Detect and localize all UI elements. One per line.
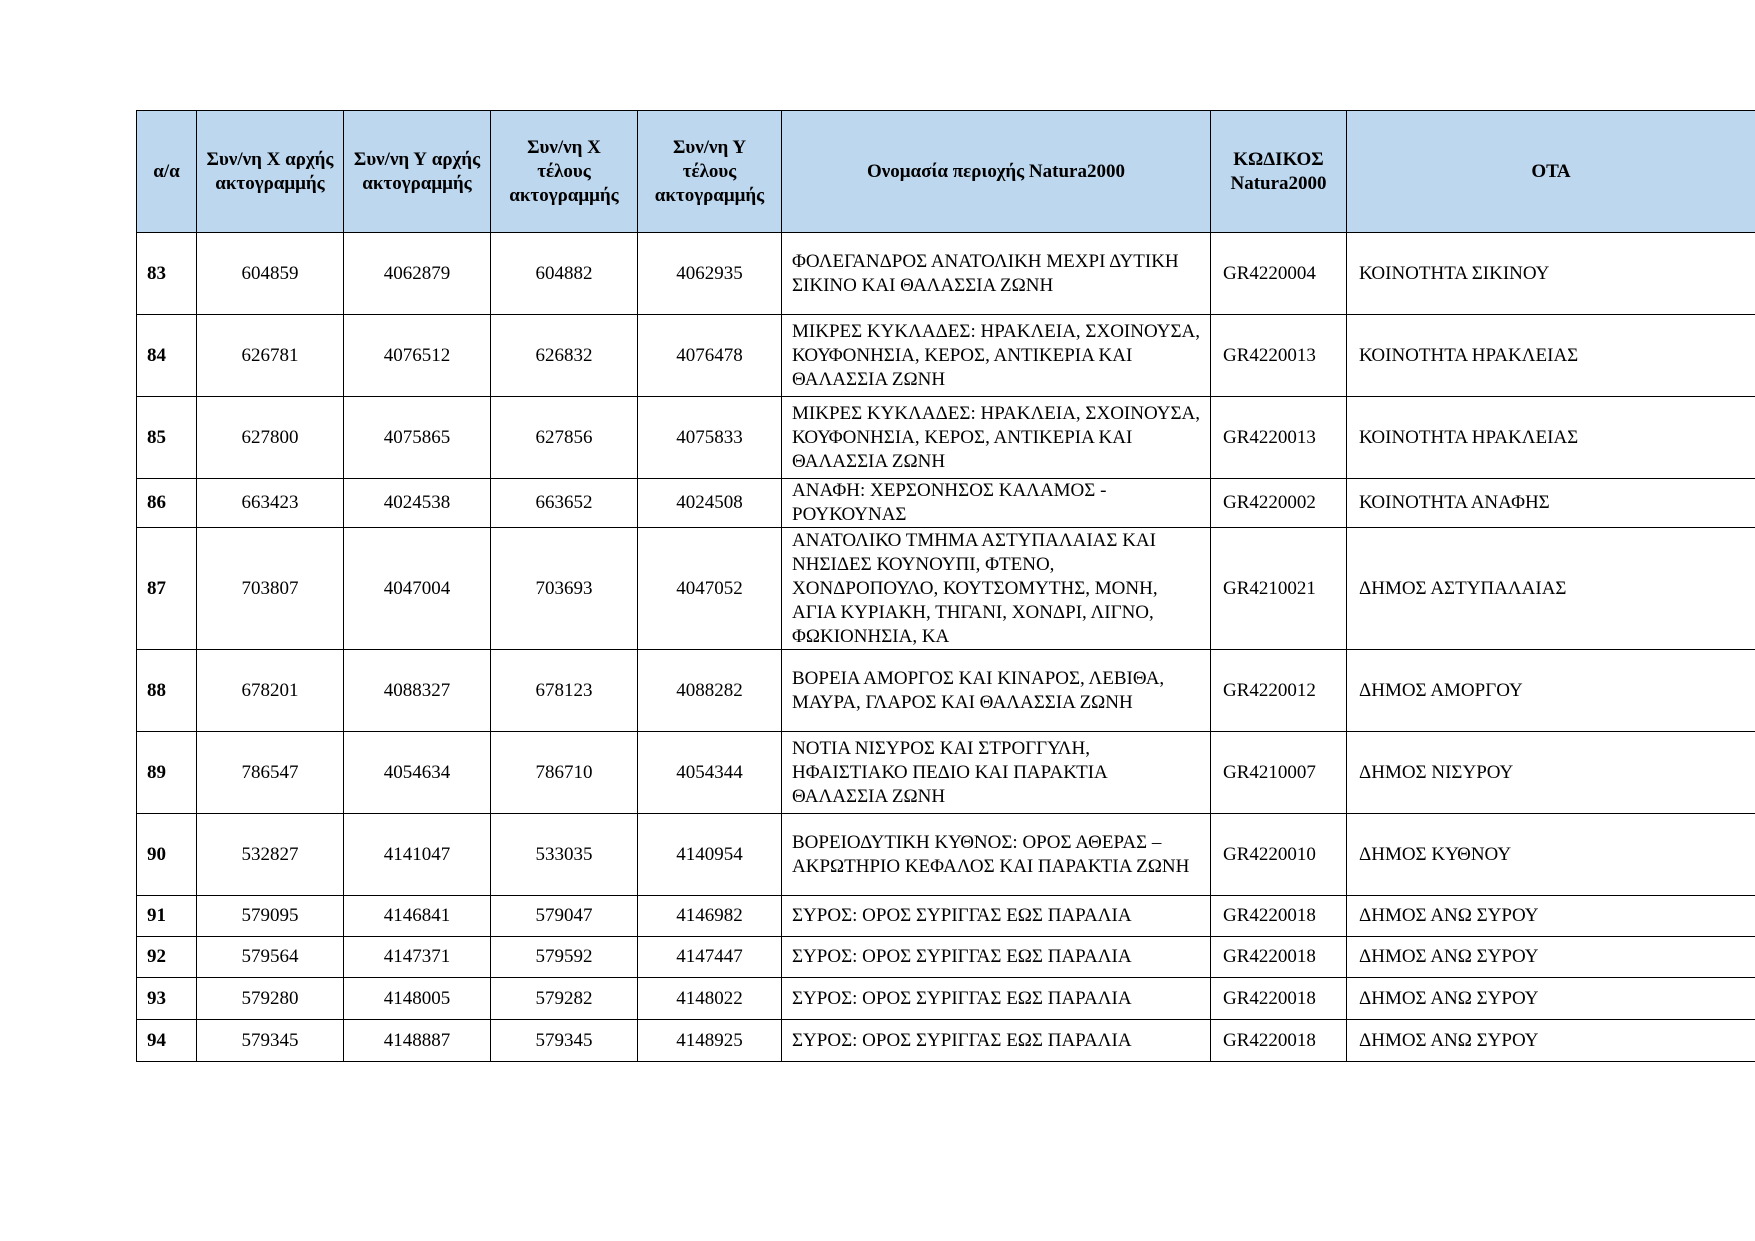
x-start-cell: 579280 — [197, 978, 344, 1020]
ota-name-cell: ΚΟΙΝΟΤΗΤΑ ΗΡΑΚΛΕΙΑΣ — [1347, 397, 1755, 479]
y-start-cell: 4088327 — [344, 650, 491, 732]
ota-name-cell: ΚΟΙΝΟΤΗΤΑ ΣΙΚΙΝΟΥ — [1347, 233, 1755, 315]
area-name-cell: ΑΝΑΤΟΛΙΚΟ ΤΜΗΜΑ ΑΣΤΥΠΑΛΑΙΑΣ ΚΑΙ ΝΗΣΙΔΕΣ ΚΟΥΝΟΥΠΙ, ΦΤΕΝΟ, ΧΟΝΔΡΟΠΟΥΛΟ, ΚΟΥΤΣΟΜΥΤΗΣ, ΜΟΝΗ, ΑΓΙΑ ΚΥΡΙΑΚΗ, ΤΗΓΑΝΙ, ΧΟΝΔΡΙ, ΛΙΓΝΟ, ΦΩΚΙΟΝΗΣΙΑ, ΚΑ — [782, 528, 1211, 650]
ota-name-cell: ΔΗΜΟΣ ΝΙΣΥΡΟΥ — [1347, 732, 1755, 814]
natura-coastline-table — [136, 110, 1755, 1062]
area-name-cell: ΜΙΚΡΕΣ ΚΥΚΛΑΔΕΣ: ΗΡΑΚΛΕΙΑ, ΣΧΟΙΝΟΥΣΑ, ΚΟΥΦΟΝΗΣΙΑ, ΚΕΡΟΣ, ΑΝΤΙΚΕΡΙΑ ΚΑΙ ΘΑΛΑΣΣΙΑ ΖΩΝΗ — [782, 315, 1211, 397]
ota-name-cell: ΔΗΜΟΣ ΑΣΤΥΠΑΛΑΙΑΣ — [1347, 528, 1755, 650]
x-end-cell: 786710 — [491, 732, 638, 814]
area-name-cell: ΦΟΛΕΓΑΝΔΡΟΣ ΑΝΑΤΟΛΙΚΗ ΜΕΧΡΙ ΔΥΤΙΚΗ ΣΙΚΙΝΟ ΚΑΙ ΘΑΛΑΣΣΙΑ ΖΩΝΗ — [782, 233, 1211, 315]
x-end-cell: 626832 — [491, 315, 638, 397]
x-start-cell: 532827 — [197, 814, 344, 896]
natura-code-cell: GR4220010 — [1211, 814, 1347, 896]
area-name-cell: ΒΟΡΕΙΟΔΥΤΙΚΗ ΚΥΘΝΟΣ: ΟΡΟΣ ΑΘΕΡΑΣ – ΑΚΡΩΤΗΡΙΟ ΚΕΦΑΛΟΣ ΚΑΙ ΠΑΡΑΚΤΙΑ ΖΩΝΗ — [782, 814, 1211, 896]
header-y-start: Συν/νη Υ αρχής ακτογραμμής — [344, 111, 491, 233]
table-row — [137, 814, 1755, 896]
y-end-cell: 4148022 — [638, 978, 782, 1020]
row-index-cell: 84 — [137, 315, 197, 397]
ota-name-cell: ΔΗΜΟΣ ΑΝΩ ΣΥΡΟΥ — [1347, 978, 1755, 1020]
ota-name-cell: ΔΗΜΟΣ ΑΝΩ ΣΥΡΟΥ — [1347, 937, 1755, 978]
y-start-cell: 4024538 — [344, 479, 491, 528]
row-index-cell: 93 — [137, 978, 197, 1020]
row-index-cell: 92 — [137, 937, 197, 978]
y-end-cell: 4075833 — [638, 397, 782, 479]
x-start-cell: 579095 — [197, 896, 344, 937]
area-name-cell: ΝΟΤΙΑ ΝΙΣΥΡΟΣ ΚΑΙ ΣΤΡΟΓΓΥΛΗ, ΗΦΑΙΣΤΙΑΚΟ ΠΕΔΙΟ ΚΑΙ ΠΑΡΑΚΤΙΑ ΘΑΛΑΣΣΙΑ ΖΩΝΗ — [782, 732, 1211, 814]
natura-code-cell: GR4220018 — [1211, 1020, 1347, 1062]
table-row — [137, 233, 1755, 315]
y-end-cell: 4088282 — [638, 650, 782, 732]
area-name-cell: ΣΥΡΟΣ: ΟΡΟΣ ΣΥΡΙΓΓΑΣ ΕΩΣ ΠΑΡΑΛΙΑ — [782, 1020, 1211, 1062]
y-start-cell: 4076512 — [344, 315, 491, 397]
x-end-cell: 604882 — [491, 233, 638, 315]
x-end-cell: 579592 — [491, 937, 638, 978]
y-end-cell: 4140954 — [638, 814, 782, 896]
y-end-cell: 4047052 — [638, 528, 782, 650]
y-end-cell: 4062935 — [638, 233, 782, 315]
area-name-cell: ΑΝΑΦΗ: ΧΕΡΣΟΝΗΣΟΣ ΚΑΛΑΜΟΣ - ΡΟΥΚΟΥΝΑΣ — [782, 479, 1211, 528]
x-start-cell: 579564 — [197, 937, 344, 978]
header-y-end: Συν/νη Υ τέλους ακτογραμμής — [638, 111, 782, 233]
natura-code-cell: GR4220018 — [1211, 978, 1347, 1020]
x-start-cell: 786547 — [197, 732, 344, 814]
header-natura-code: ΚΩΔΙΚΟΣ Natura2000 — [1211, 111, 1347, 233]
y-start-cell: 4147371 — [344, 937, 491, 978]
header-x-start: Συν/νη Χ αρχής ακτογραμμής — [197, 111, 344, 233]
x-end-cell: 533035 — [491, 814, 638, 896]
y-end-cell: 4147447 — [638, 937, 782, 978]
y-end-cell: 4076478 — [638, 315, 782, 397]
natura-code-cell: GR4220018 — [1211, 896, 1347, 937]
natura-code-cell: GR4220004 — [1211, 233, 1347, 315]
x-end-cell: 703693 — [491, 528, 638, 650]
ota-name-cell: ΔΗΜΟΣ ΚΥΘΝΟΥ — [1347, 814, 1755, 896]
table-row — [137, 315, 1755, 397]
x-end-cell: 579345 — [491, 1020, 638, 1062]
table-row — [137, 978, 1755, 1020]
y-start-cell: 4062879 — [344, 233, 491, 315]
table-row — [137, 937, 1755, 978]
table-row — [137, 397, 1755, 479]
y-start-cell: 4148887 — [344, 1020, 491, 1062]
x-end-cell: 579047 — [491, 896, 638, 937]
x-end-cell: 579282 — [491, 978, 638, 1020]
ota-name-cell: ΚΟΙΝΟΤΗΤΑ ΑΝΑΦΗΣ — [1347, 479, 1755, 528]
row-index-cell: 86 — [137, 479, 197, 528]
row-index-cell: 94 — [137, 1020, 197, 1062]
area-name-cell: ΜΙΚΡΕΣ ΚΥΚΛΑΔΕΣ: ΗΡΑΚΛΕΙΑ, ΣΧΟΙΝΟΥΣΑ, ΚΟΥΦΟΝΗΣΙΑ, ΚΕΡΟΣ, ΑΝΤΙΚΕΡΙΑ ΚΑΙ ΘΑΛΑΣΣΙΑ ΖΩΝΗ — [782, 397, 1211, 479]
table-row — [137, 1020, 1755, 1062]
natura-code-cell: GR4220013 — [1211, 397, 1347, 479]
header-index: α/α — [137, 111, 197, 233]
natura-code-cell: GR4210007 — [1211, 732, 1347, 814]
y-start-cell: 4054634 — [344, 732, 491, 814]
y-start-cell: 4141047 — [344, 814, 491, 896]
header-area-name: Ονομασία περιοχής Natura2000 — [782, 111, 1211, 233]
table-row — [137, 528, 1755, 650]
y-end-cell: 4146982 — [638, 896, 782, 937]
row-index-cell: 89 — [137, 732, 197, 814]
area-name-cell: ΣΥΡΟΣ: ΟΡΟΣ ΣΥΡΙΓΓΑΣ ΕΩΣ ΠΑΡΑΛΙΑ — [782, 937, 1211, 978]
y-start-cell: 4075865 — [344, 397, 491, 479]
row-index-cell: 87 — [137, 528, 197, 650]
row-index-cell: 90 — [137, 814, 197, 896]
area-name-cell: ΒΟΡΕΙΑ ΑΜΟΡΓΟΣ ΚΑΙ ΚΙΝΑΡΟΣ, ΛΕΒΙΘΑ, ΜΑΥΡΑ, ΓΛΑΡΟΣ ΚΑΙ ΘΑΛΑΣΣΙΑ ΖΩΝΗ — [782, 650, 1211, 732]
row-index-cell: 88 — [137, 650, 197, 732]
x-start-cell: 703807 — [197, 528, 344, 650]
y-end-cell: 4148925 — [638, 1020, 782, 1062]
x-start-cell: 604859 — [197, 233, 344, 315]
x-start-cell: 627800 — [197, 397, 344, 479]
y-start-cell: 4146841 — [344, 896, 491, 937]
row-index-cell: 83 — [137, 233, 197, 315]
natura-code-cell: GR4220012 — [1211, 650, 1347, 732]
y-end-cell: 4054344 — [638, 732, 782, 814]
x-end-cell: 678123 — [491, 650, 638, 732]
ota-name-cell: ΔΗΜΟΣ ΑΝΩ ΣΥΡΟΥ — [1347, 896, 1755, 937]
x-end-cell: 627856 — [491, 397, 638, 479]
header-x-end: Συν/νη Χ τέλους ακτογραμμής — [491, 111, 638, 233]
y-start-cell: 4047004 — [344, 528, 491, 650]
natura-code-cell: GR4220002 — [1211, 479, 1347, 528]
x-start-cell: 663423 — [197, 479, 344, 528]
y-start-cell: 4148005 — [344, 978, 491, 1020]
natura-code-cell: GR4210021 — [1211, 528, 1347, 650]
table-row — [137, 896, 1755, 937]
header-ota: ΟΤΑ — [1347, 111, 1755, 233]
row-index-cell: 91 — [137, 896, 197, 937]
ota-name-cell: ΔΗΜΟΣ ΑΜΟΡΓΟΥ — [1347, 650, 1755, 732]
area-name-cell: ΣΥΡΟΣ: ΟΡΟΣ ΣΥΡΙΓΓΑΣ ΕΩΣ ΠΑΡΑΛΙΑ — [782, 896, 1211, 937]
ota-name-cell: ΚΟΙΝΟΤΗΤΑ ΗΡΑΚΛΕΙΑΣ — [1347, 315, 1755, 397]
y-end-cell: 4024508 — [638, 479, 782, 528]
natura-code-cell: GR4220018 — [1211, 937, 1347, 978]
table-body — [137, 233, 1755, 1062]
table-row — [137, 732, 1755, 814]
table-row — [137, 650, 1755, 732]
row-index-cell: 85 — [137, 397, 197, 479]
table-row — [137, 479, 1755, 528]
area-name-cell: ΣΥΡΟΣ: ΟΡΟΣ ΣΥΡΙΓΓΑΣ ΕΩΣ ΠΑΡΑΛΙΑ — [782, 978, 1211, 1020]
x-end-cell: 663652 — [491, 479, 638, 528]
table-header-row — [137, 111, 1755, 233]
x-start-cell: 678201 — [197, 650, 344, 732]
ota-name-cell: ΔΗΜΟΣ ΑΝΩ ΣΥΡΟΥ — [1347, 1020, 1755, 1062]
x-start-cell: 626781 — [197, 315, 344, 397]
natura-code-cell: GR4220013 — [1211, 315, 1347, 397]
x-start-cell: 579345 — [197, 1020, 344, 1062]
